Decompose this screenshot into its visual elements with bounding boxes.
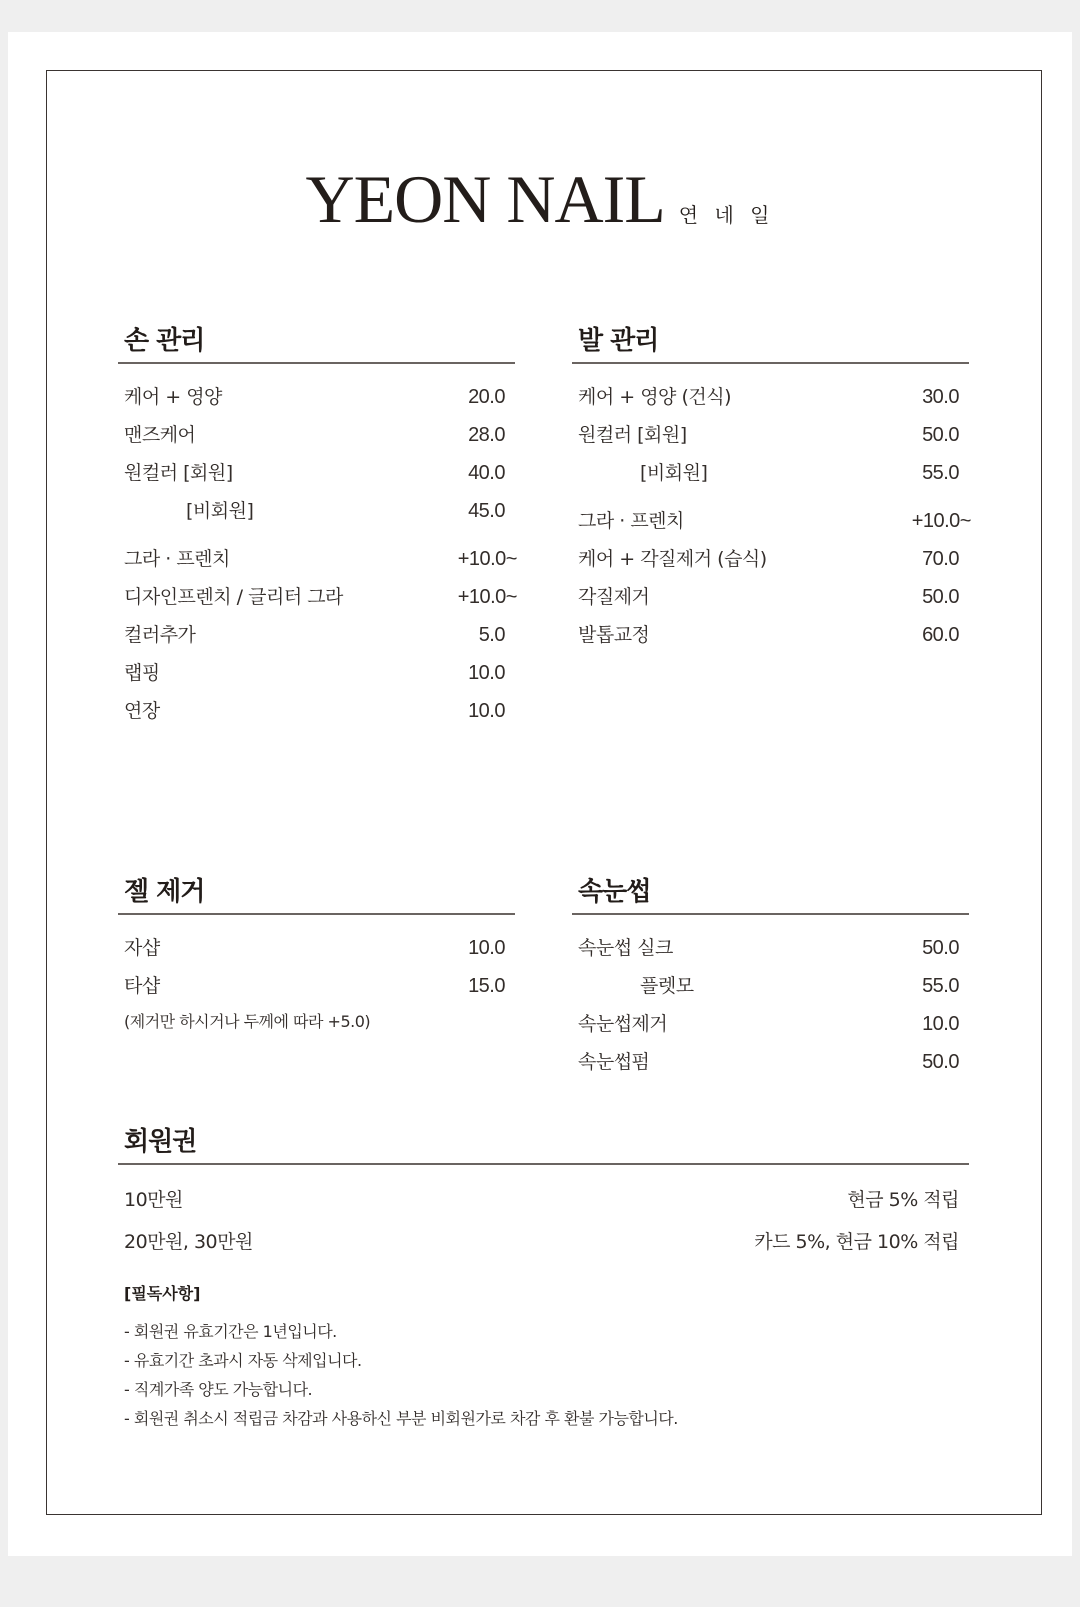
membership-benefit: 현금 5% 적립: [847, 1189, 959, 1211]
menu-item: [118, 578, 515, 616]
item-price: 28.0: [468, 424, 505, 446]
section-gel-removal: [118, 871, 515, 1032]
menu-item: [572, 502, 969, 540]
item-price: 20.0: [468, 386, 505, 408]
section-title: 손 관리: [124, 326, 205, 356]
item-name: 원컬러 [회원]: [578, 424, 687, 446]
item-name: 케어 + 영양: [124, 386, 222, 408]
notice-item: - 직계가족 양도 가능합니다.: [124, 1380, 313, 1399]
item-name: 속눈썹제거: [578, 1013, 668, 1035]
membership-row: [118, 1221, 969, 1263]
item-price: 15.0: [468, 975, 505, 997]
menu-item: [118, 692, 515, 730]
brand-header: [0, 160, 1080, 239]
menu-item: [572, 1043, 969, 1081]
notice-title: [필독사항]: [124, 1284, 201, 1303]
item-price: 50.0: [922, 1051, 959, 1073]
item-price: 10.0: [468, 937, 505, 959]
menu-item: [572, 967, 969, 1005]
menu-item: [572, 578, 969, 616]
item-price: 40.0: [468, 462, 505, 484]
item-price: +10.0~: [457, 586, 517, 608]
item-price: 70.0: [922, 548, 959, 570]
item-name: 속눈썹 실크: [578, 937, 673, 959]
menu-item: [118, 967, 515, 1005]
brand-subtitle: 연 네 일: [678, 203, 775, 227]
section-title: 회원권: [124, 1127, 197, 1157]
section-title: 속눈썹: [578, 877, 651, 907]
item-name: 각질제거: [578, 586, 650, 608]
gel-removal-note: (제거만 하시거나 두께에 따라 +5.0): [124, 1012, 371, 1031]
membership-amount: 20만원, 30만원: [124, 1231, 253, 1253]
notice-list: [118, 1317, 969, 1433]
menu-item: [118, 378, 515, 416]
item-name: 컬러추가: [124, 624, 196, 646]
item-name: [비회원]: [640, 462, 708, 484]
menu-item: [118, 929, 515, 967]
menu-item: [118, 616, 515, 654]
item-name: 발톱교정: [578, 624, 650, 646]
item-name: 케어 + 영양 (건식): [578, 386, 731, 408]
item-name: 그라 · 프렌치: [124, 548, 230, 570]
section-hand-care: [118, 320, 515, 730]
menu-item: [572, 616, 969, 654]
brand-title: YEON NAIL: [305, 161, 665, 237]
item-name: 연장: [124, 700, 160, 722]
item-price: 55.0: [922, 462, 959, 484]
item-name: 속눈썹펌: [578, 1051, 650, 1073]
item-price: 50.0: [922, 586, 959, 608]
menu-item: [118, 416, 515, 454]
menu-item: [572, 454, 969, 492]
menu-item: [118, 654, 515, 692]
menu-item: [572, 929, 969, 967]
membership-amount: 10만원: [124, 1189, 183, 1211]
section-eyelash: [572, 871, 969, 1081]
section-title: 젤 제거: [124, 877, 205, 907]
item-name: 디자인프렌치 / 글리터 그라: [124, 586, 343, 608]
menu-item: [572, 1005, 969, 1043]
membership-benefit: 카드 5%, 현금 10% 적립: [754, 1231, 959, 1253]
item-price: 50.0: [922, 424, 959, 446]
notice-item: - 유효기간 초과시 자동 삭제입니다.: [124, 1351, 362, 1370]
item-name: [비회원]: [186, 500, 254, 522]
item-name: 자샵: [124, 937, 160, 959]
item-price: 10.0: [468, 662, 505, 684]
menu-item: [572, 540, 969, 578]
menu-item: [572, 378, 969, 416]
section-foot-care: [572, 320, 969, 654]
item-price: 55.0: [922, 975, 959, 997]
item-price: +10.0~: [457, 548, 517, 570]
item-price: 45.0: [468, 500, 505, 522]
menu-item: [118, 492, 515, 530]
menu-item: [118, 454, 515, 492]
item-name: 그라 · 프렌치: [578, 510, 684, 532]
section-title: 발 관리: [578, 326, 659, 356]
item-price: 5.0: [478, 624, 505, 646]
section-membership: [118, 1121, 969, 1433]
menu-item: [572, 416, 969, 454]
item-name: 랩핑: [124, 662, 160, 684]
menu-item: [118, 540, 515, 578]
item-name: 타샵: [124, 975, 160, 997]
item-price: 30.0: [922, 386, 959, 408]
item-name: 케어 + 각질제거 (습식): [578, 548, 767, 570]
notice-item: - 회원권 유효기간은 1년입니다.: [124, 1322, 337, 1341]
item-price: 60.0: [922, 624, 959, 646]
item-name: 맨즈케어: [124, 424, 196, 446]
item-price: 50.0: [922, 937, 959, 959]
notice-item: - 회원권 취소시 적립금 차감과 사용하신 부분 비회원가로 차감 후 환불 가능합니다.: [124, 1409, 678, 1428]
membership-row: [118, 1179, 969, 1221]
item-name: 플렛모: [640, 975, 694, 997]
item-name: 원컬러 [회원]: [124, 462, 233, 484]
item-price: 10.0: [922, 1013, 959, 1035]
item-price: 10.0: [468, 700, 505, 722]
item-price: +10.0~: [911, 510, 971, 532]
